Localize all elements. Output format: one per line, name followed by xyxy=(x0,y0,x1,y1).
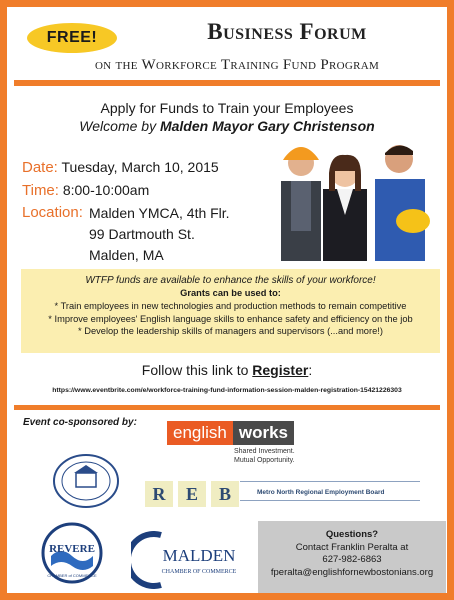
date-value: Tuesday, March 10, 2015 xyxy=(61,159,219,175)
city-seal-icon xyxy=(52,453,120,509)
hard-hat-yellow xyxy=(396,209,430,233)
revere-wordmark: REVERE xyxy=(49,543,95,555)
malden-arc xyxy=(131,534,161,586)
register-link[interactable]: Register xyxy=(252,362,309,378)
worker-right-hair xyxy=(385,145,413,155)
location-label: Location: xyxy=(22,204,83,221)
revere-chamber-logo xyxy=(41,522,103,584)
reb-name: Metro North Regional Employment Board xyxy=(257,489,385,496)
grants-item: * Train employees in new technologies and production methods to remain competitive xyxy=(54,301,407,311)
malden-chamber-logo xyxy=(131,531,243,589)
contact-phone: 627-982-6863 xyxy=(322,554,382,565)
location-line-2: 99 Dartmouth St. xyxy=(89,226,195,242)
reb-letter: B xyxy=(211,481,239,507)
contact-box xyxy=(258,521,446,593)
english-works-logo xyxy=(167,421,294,445)
reb-letter: R xyxy=(145,481,173,507)
english-works-word-a: english xyxy=(167,421,233,445)
grants-box xyxy=(21,269,440,353)
english-works-tagline xyxy=(234,447,344,465)
grants-intro: WTFP funds are available to enhance the skills of your workforce! xyxy=(85,275,376,286)
time-label: Time: xyxy=(22,182,59,199)
malden-wordmark: MALDEN xyxy=(162,546,236,565)
contact-heading: Questions? xyxy=(325,529,379,540)
hard-hat-orange xyxy=(283,147,319,160)
grants-heading: Grants can be used to: xyxy=(180,288,281,298)
seal-outer-ring xyxy=(54,455,118,507)
time-value: 8:00-10:00am xyxy=(62,182,150,198)
english-works-tag-1: Shared Investment. xyxy=(234,448,295,455)
date-label: Date: xyxy=(22,159,58,176)
english-works-tag-2: Mutual Opportunity. xyxy=(234,457,295,464)
seal-roof xyxy=(74,465,98,473)
register-suffix: : xyxy=(308,362,313,378)
top-divider xyxy=(14,80,440,86)
grants-item: * Develop the leadership skills of managers and supervisors (...and more!) xyxy=(78,326,383,336)
apply-heading: Apply for Funds to Train your Employees xyxy=(100,100,354,116)
location-line-1: Malden YMCA, 4th Flr. xyxy=(89,205,230,221)
register-line xyxy=(7,362,447,378)
reb-logo xyxy=(145,481,239,507)
page-subtitle: on the Workforce Training Fund Program xyxy=(94,57,380,73)
seal-building xyxy=(76,473,96,487)
welcome-line xyxy=(7,118,447,134)
free-badge: FREE! xyxy=(27,23,117,53)
register-prefix: Follow this link to xyxy=(141,362,249,378)
grants-item: * Improve employees' English language skills to enhance safety and efficiency on the job xyxy=(48,313,413,324)
location-line-3: Malden, MA xyxy=(89,247,164,263)
time-row xyxy=(22,182,149,199)
welcome-name: Malden Mayor Gary Christenson xyxy=(159,118,375,134)
welcome-prefix: Welcome by xyxy=(79,118,157,134)
reb-letter: E xyxy=(178,481,206,507)
location-row xyxy=(22,204,83,221)
worker-left-vest xyxy=(291,181,311,231)
mid-divider xyxy=(14,405,440,410)
english-works-word-b: works xyxy=(233,421,294,445)
register-url[interactable]: https://www.eventbrite.com/e/workforce-training-fund-information-session-malden-registration-15421226303 xyxy=(52,387,402,394)
page-title: Business Forum xyxy=(207,19,367,44)
contact-line: Contact Franklin Peralta at xyxy=(295,541,409,553)
revere-subtext: CHAMBER of COMMERCE xyxy=(47,573,97,578)
malden-subtext: CHAMBER OF COMMERCE xyxy=(161,569,237,575)
date-row xyxy=(22,159,219,176)
workers-photo xyxy=(271,135,441,261)
cosponsor-label: Event co-sponsored by: xyxy=(23,417,137,428)
contact-email[interactable]: fperalta@englishfornewbostonians.org xyxy=(270,566,434,578)
